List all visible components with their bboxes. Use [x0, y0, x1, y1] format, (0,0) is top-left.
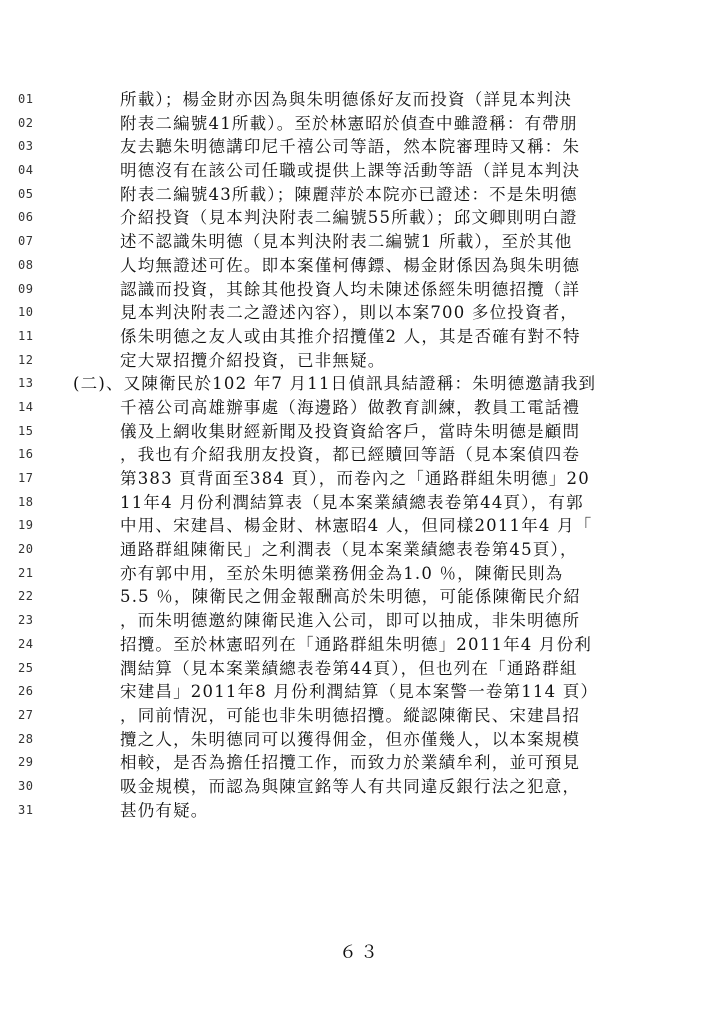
- line-text: ，我也有介紹我朋友投資，都已經贖回等語（見本案偵四卷: [120, 445, 581, 465]
- text-line: [0, 135, 720, 159]
- line-text: 宋建昌」2011年8 月份利潤結算（見本案警一卷第114 頁）: [120, 682, 599, 702]
- text-line: [0, 491, 720, 515]
- line-number: 05: [18, 186, 34, 201]
- line-text: ，而朱明德邀約陳衛民進入公司，即可以抽成，非朱明德所: [120, 611, 581, 631]
- text-line: [0, 514, 720, 538]
- line-number: 16: [18, 447, 34, 462]
- text-line: [0, 159, 720, 183]
- text-line: [0, 467, 720, 491]
- text-line: [0, 609, 720, 633]
- text-line: [0, 301, 720, 325]
- line-text: 係朱明德之友人或由其推介招攬僅2 人，其是否確有對不特: [120, 326, 581, 346]
- line-text: 明德沒有在該公司任職或提供上課等活動等語（詳見本判決: [120, 161, 581, 181]
- line-number: 29: [18, 755, 34, 770]
- line-number: 23: [18, 613, 34, 628]
- line-number: 27: [18, 707, 34, 722]
- text-line: [0, 206, 720, 230]
- line-number: 28: [18, 731, 34, 746]
- text-line: [0, 183, 720, 207]
- line-text: 11年4 月份利潤結算表（見本案業績總表卷第44頁），有郭: [120, 492, 584, 512]
- text-line: [0, 278, 720, 302]
- text-line: [0, 396, 720, 420]
- line-text: 招攬。至於林憲昭列在「通路群組朱明德」2011年4 月份利: [120, 634, 593, 654]
- text-line: [0, 325, 720, 349]
- line-number: 09: [18, 281, 34, 296]
- line-text: (二)、又陳衛民於102 年7 月11日偵訊具結證稱：朱明德邀請我到: [73, 374, 597, 394]
- line-number: 26: [18, 684, 34, 699]
- page-number: ６３: [339, 942, 381, 963]
- text-line: [0, 420, 720, 444]
- line-number: 06: [18, 210, 34, 225]
- line-text: 述不認識朱明德（見本判決附表二編號1 所載），至於其他: [120, 232, 573, 252]
- line-number: 01: [18, 92, 34, 106]
- line-number: 25: [18, 660, 34, 675]
- line-number: 02: [18, 115, 34, 130]
- line-number: 31: [18, 802, 34, 817]
- line-text: 附表二編號43所載）；陳麗萍於本院亦已證述：不是朱明德: [120, 184, 578, 204]
- text-line: [0, 728, 720, 752]
- line-text: 見本判決附表二之證述內容），則以本案700 多位投資者，: [120, 303, 579, 323]
- line-number: 20: [18, 542, 34, 557]
- line-text: 定大眾招攬介紹投資，已非無疑。: [120, 350, 386, 370]
- line-text: 友去聽朱明德講印尼千禧公司等語，然本院審理時又稱：朱: [120, 137, 581, 157]
- text-line: [0, 751, 720, 775]
- line-text: 介紹投資（見本判決附表二編號55所載）；邱文卿則明白證: [120, 208, 578, 228]
- text-line: [0, 254, 720, 278]
- line-number: 10: [18, 305, 34, 320]
- line-number: 19: [18, 518, 34, 533]
- text-line: [0, 799, 720, 823]
- line-number: 08: [18, 257, 34, 272]
- line-number: 17: [18, 471, 34, 485]
- line-number: 30: [18, 778, 34, 793]
- line-text: 第383 頁背面至384 頁），而卷內之「通路群組朱明德」20: [120, 469, 590, 488]
- line-number: 13: [18, 376, 34, 391]
- line-text: 通路群組陳衛民」之利潤表（見本案業績總表卷第45頁），: [120, 540, 578, 560]
- text-line: [0, 680, 720, 704]
- line-number: 24: [18, 636, 34, 651]
- document-body: [0, 88, 720, 822]
- line-text: 中用、宋建昌、楊金財、林憲昭4 人，但同樣2011年4 月「: [120, 516, 593, 536]
- line-number: 18: [18, 494, 34, 509]
- line-text: 潤結算（見本案業績總表卷第44頁），但也列在「通路群組: [120, 658, 578, 678]
- line-number: 07: [18, 234, 34, 249]
- text-line: [0, 230, 720, 254]
- text-line: [0, 562, 720, 586]
- line-text: 亦有郭中用，至於朱明德業務佣金為1.0 ％，陳衛民則為: [120, 563, 564, 583]
- text-line: [0, 633, 720, 657]
- line-text: 千禧公司高雄辦事處（海邊路）做教育訓練，教員工電話禮: [120, 397, 581, 417]
- text-line: [0, 775, 720, 799]
- line-text: 吸金規模，而認為與陳宣銘等人有共同違反銀行法之犯意，: [120, 776, 581, 796]
- line-text: 相較，是否為擔任招攬工作，而致力於業績牟利，並可預見: [120, 753, 581, 773]
- line-number: 12: [18, 352, 34, 367]
- line-number: 03: [18, 139, 34, 154]
- line-number: 11: [18, 328, 34, 343]
- line-text: 儀及上網收集財經新聞及投資資給客戶，當時朱明德是顧問: [120, 421, 581, 441]
- text-line: [0, 349, 720, 373]
- line-number: 04: [18, 163, 34, 178]
- line-number: 22: [18, 589, 34, 604]
- line-text: 人均無證述可佐。即本案僅柯傳鏢、楊金財係因為與朱明德: [120, 255, 581, 275]
- text-line: [0, 372, 720, 396]
- line-number: 21: [18, 565, 34, 580]
- line-number: 14: [18, 399, 34, 414]
- text-line: [0, 88, 720, 112]
- line-text: ，同前情況，可能也非朱明德招攬。縱認陳衛民、宋建昌招: [120, 705, 581, 725]
- text-line: [0, 585, 720, 609]
- line-text: 所載）；楊金財亦因為與朱明德係好友而投資（詳見本判決: [120, 90, 572, 109]
- line-text: 附表二編號41所載）。至於林憲昭於偵查中雖證稱：有帶朋: [120, 113, 578, 133]
- text-line: [0, 657, 720, 681]
- text-line: [0, 443, 720, 467]
- line-text: 甚仍有疑。: [120, 800, 209, 820]
- text-line: [0, 112, 720, 136]
- text-line: [0, 538, 720, 562]
- line-text: 認識而投資，其餘其他投資人均未陳述係經朱明德招攬（詳: [120, 279, 581, 299]
- line-text: 5.5 ％，陳衛民之佣金報酬高於朱明德，可能係陳衛民介紹: [120, 587, 582, 607]
- line-number: 15: [18, 423, 34, 438]
- text-line: [0, 704, 720, 728]
- line-text: 攬之人，朱明德同可以獲得佣金，但亦僅幾人，以本案規模: [120, 729, 581, 749]
